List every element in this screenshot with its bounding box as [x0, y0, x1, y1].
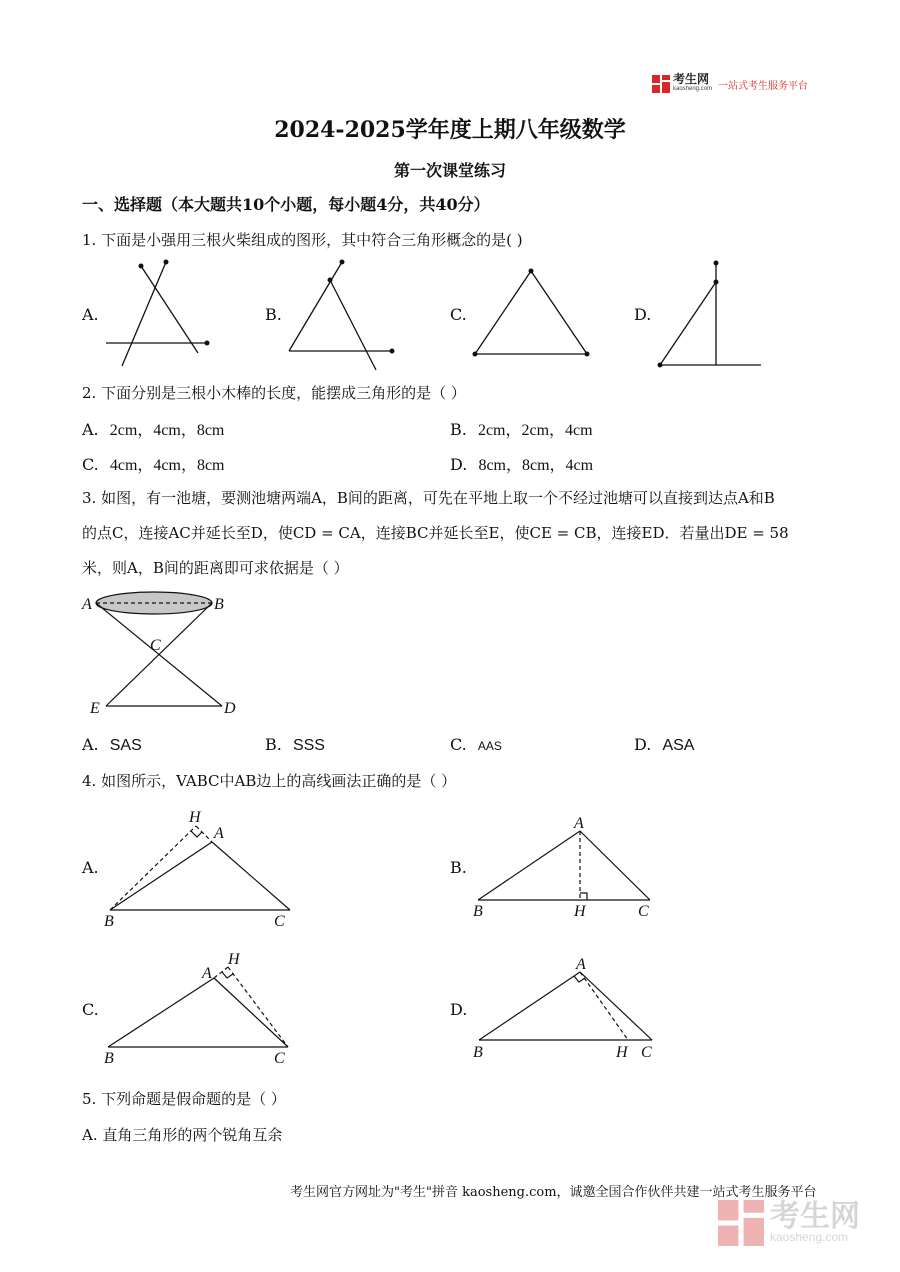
q4-figure-a [110, 826, 290, 910]
q4b-point-b: B [473, 903, 483, 920]
q2-option-c-text: 4cm，4cm，8cm [109, 457, 225, 474]
header-slogan: 一站式考生服务平台 [718, 80, 809, 92]
q4-label-b: B. [450, 858, 467, 877]
logo-domain: kaosheng.com [673, 86, 713, 92]
q3-option-c-text: AAS [477, 739, 502, 753]
q2-stem: 2. 下面分别是三根小木棒的长度，能摆成三角形的是（ ） [82, 384, 466, 402]
q2-option-b-label: B. [450, 420, 467, 439]
q2-option-b-text: 2cm，2cm，4cm [477, 422, 593, 439]
q4b-point-c: C [638, 903, 649, 920]
q4d-point-b: B [473, 1044, 483, 1061]
q4d-point-c: C [641, 1044, 652, 1061]
q3-option-d-label: D. [634, 735, 652, 754]
page-subtitle: 第一次课堂练习 [393, 161, 506, 180]
watermark [718, 1200, 860, 1246]
watermark-logo-icon [718, 1200, 764, 1246]
q1-stem: 1. 下面是小强用三根火柴组成的图形，其中符合三角形概念的是( ) [82, 231, 523, 249]
q3-point-d: D [224, 700, 236, 717]
watermark-en: kaosheng.com [770, 1230, 849, 1244]
page-title: 2024-2025学年度上期八年级数学 [274, 117, 626, 143]
q4b-point-h: H [574, 903, 586, 920]
q5-stem: 5. 下列命题是假命题的是（ ） [82, 1090, 286, 1108]
q4c-point-c: C [274, 1050, 285, 1067]
q4b-point-a: A [574, 815, 584, 832]
q3-option-a-text: SAS [109, 737, 142, 754]
q3-option-a-label: A. [82, 735, 99, 754]
q3-point-c: C [150, 637, 161, 654]
q4-figure-c [108, 967, 288, 1047]
q4a-point-h: H [189, 809, 201, 826]
q3-option-b-text: SSS [292, 737, 325, 754]
q4-label-c: C. [82, 1000, 99, 1019]
q1-label-c: C. [450, 305, 467, 324]
q3-point-e: E [90, 700, 100, 717]
q2-option-a-text: 2cm，4cm，8cm [109, 422, 225, 439]
q4-label-d: D. [450, 1000, 468, 1019]
q3-point-b: B [214, 596, 224, 613]
q1-label-b: B. [265, 305, 282, 324]
q3-line-3: 米，则A，B间的距离即可求依据是（ ） [82, 559, 349, 577]
q3-option-c-label: C. [450, 735, 467, 754]
q2-option-c-label: C. [82, 455, 99, 474]
footer-text: 考生网官方网址为"考生"拼音 kaosheng.com，诚邀全国合作伙伴共建一站式考生服务平台 [290, 1185, 817, 1200]
logo-name: 考生网 [673, 72, 710, 86]
q4-label-a: A. [82, 858, 99, 877]
q4d-point-a: A [576, 956, 586, 973]
q4-figure-b [478, 831, 650, 900]
q4c-point-a: A [202, 965, 212, 982]
q4d-point-h: H [616, 1044, 628, 1061]
q4-stem: 4. 如图所示，VABC中AB边上的高线画法正确的是（ ） [82, 772, 457, 790]
q4c-point-b: B [104, 1050, 114, 1067]
q1-label-a: A. [82, 305, 99, 324]
section-heading: 一、选择题（本大题共10个小题，每小题4分，共40分） [82, 195, 490, 214]
q3-line-2: 的点C，连接AC并延长至D，使CD = CA，连接BC并延长至E，使CE = CB，连接ED．若量出DE = 58 [82, 524, 789, 542]
q3-point-a: A [82, 596, 92, 613]
q4a-point-a: A [214, 825, 224, 842]
q2-option-d-label: D. [450, 455, 468, 474]
q2-option-d-text: 8cm，8cm，4cm [478, 457, 594, 474]
q2-option-a-label: A. [82, 420, 99, 439]
q3-option-b-label: B. [265, 735, 282, 754]
q4-figure-d [479, 972, 652, 1040]
q3-line-1: 3. 如图，有一池塘，要测池塘两端A，B间的距离，可先在平地上取一个不经过池塘可以直接到达点A和B [82, 489, 775, 507]
q1-label-d: D. [634, 305, 652, 324]
q4a-point-b: B [104, 913, 114, 930]
watermark-cn: 考生网 [770, 1200, 860, 1233]
q5-option-a: A. 直角三角形的两个锐角互余 [82, 1126, 283, 1144]
q4c-point-h: H [228, 951, 240, 968]
q3-option-d-text: ASA [662, 737, 695, 754]
q4a-point-c: C [274, 913, 285, 930]
